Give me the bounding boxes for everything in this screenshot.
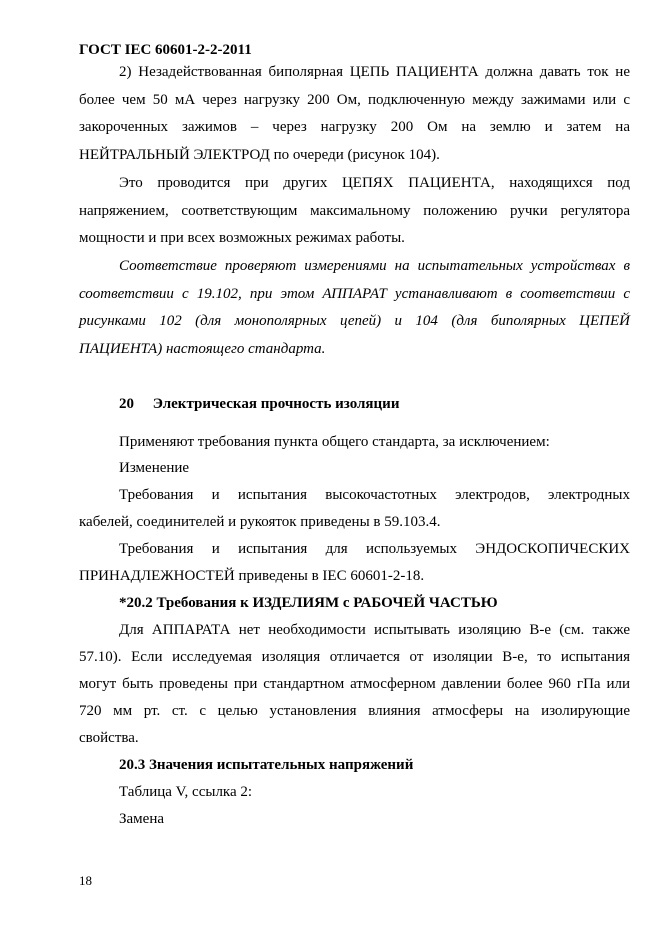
text-line: напряжением, соответствующим максимальному положению ручки регулятора (79, 203, 630, 219)
document-header: ГОСТ IEC 60601-2-2-2011 (79, 42, 252, 58)
text-line: Требования и испытания для используемых ЭНДОСКОПИЧЕСКИХ (119, 541, 630, 557)
text-line: Применяют требования пункта общего стандарта, за исключением: (119, 434, 550, 450)
italic-line: ПАЦИЕНТА) настоящего стандарта. (79, 341, 326, 357)
text-line: Для АППАРАТА нет необходимости испытывать изоляцию В-е (см. также (119, 622, 630, 638)
text-line: 57.10). Если исследуемая изоляция отличается от изоляции В-е, то испытания (79, 649, 630, 665)
text-line: могут быть проведены при стандартном атмосферном давлении более 960 гПа или (79, 676, 630, 692)
text-line: кабелей, соединителей и рукояток приведены в 59.103.4. (79, 514, 441, 530)
text-line: мощности и при всех возможных режимах работы. (79, 230, 405, 246)
section-heading (79, 394, 630, 414)
text-line: Таблица V, ссылка 2: (119, 784, 253, 800)
italic-line: рисунками 102 (для монополярных цепей) и 104 (для биполярных ЦЕПЕЙ (79, 313, 630, 329)
text-line: 2) Незадействованная биполярная ЦЕПЬ ПАЦИЕНТА должна давать ток не (119, 64, 630, 80)
text-line: более чем 50 мА через нагрузку 200 Ом, подключенную между зажимами или с (79, 92, 630, 108)
text-line: Это проводится при других ЦЕПЯХ ПАЦИЕНТА, находящихся под (119, 175, 630, 191)
text-line: Требования и испытания высокочастотных электродов, электродных (119, 487, 630, 503)
text-line: 720 мм рт. ст. с целью установления влияния атмосферы на изолирующие (79, 703, 630, 719)
text-line: закороченных зажимов – через нагрузку 200 Ом на землю и затем на (79, 119, 630, 135)
italic-line: соответствии с 19.102, при этом АППАРАТ устанавливают в соответствии с (79, 286, 630, 302)
section-title: Электрическая прочность изоляции (152, 396, 400, 412)
subsection-heading: 20.3 Значения испытательных напряжений (119, 757, 414, 773)
section-number: 20 (119, 396, 134, 412)
subsection-heading: *20.2 Требования к ИЗДЕЛИЯМ с РАБОЧЕЙ ЧАСТЬЮ (119, 595, 498, 611)
italic-line: Соответствие проверяют измерениями на испытательных устройствах в (119, 258, 630, 274)
text-line: свойства. (79, 730, 139, 746)
text-line: НЕЙТРАЛЬНЫЙ ЭЛЕКТРОД по очереди (рисунок 104). (79, 147, 440, 163)
text-line: Замена (119, 811, 165, 827)
text-line: Изменение (119, 460, 190, 476)
text-line: ПРИНАДЛЕЖНОСТЕЙ приведены в IEC 60601-2-18. (79, 568, 425, 584)
page-number: 18 (79, 873, 92, 888)
